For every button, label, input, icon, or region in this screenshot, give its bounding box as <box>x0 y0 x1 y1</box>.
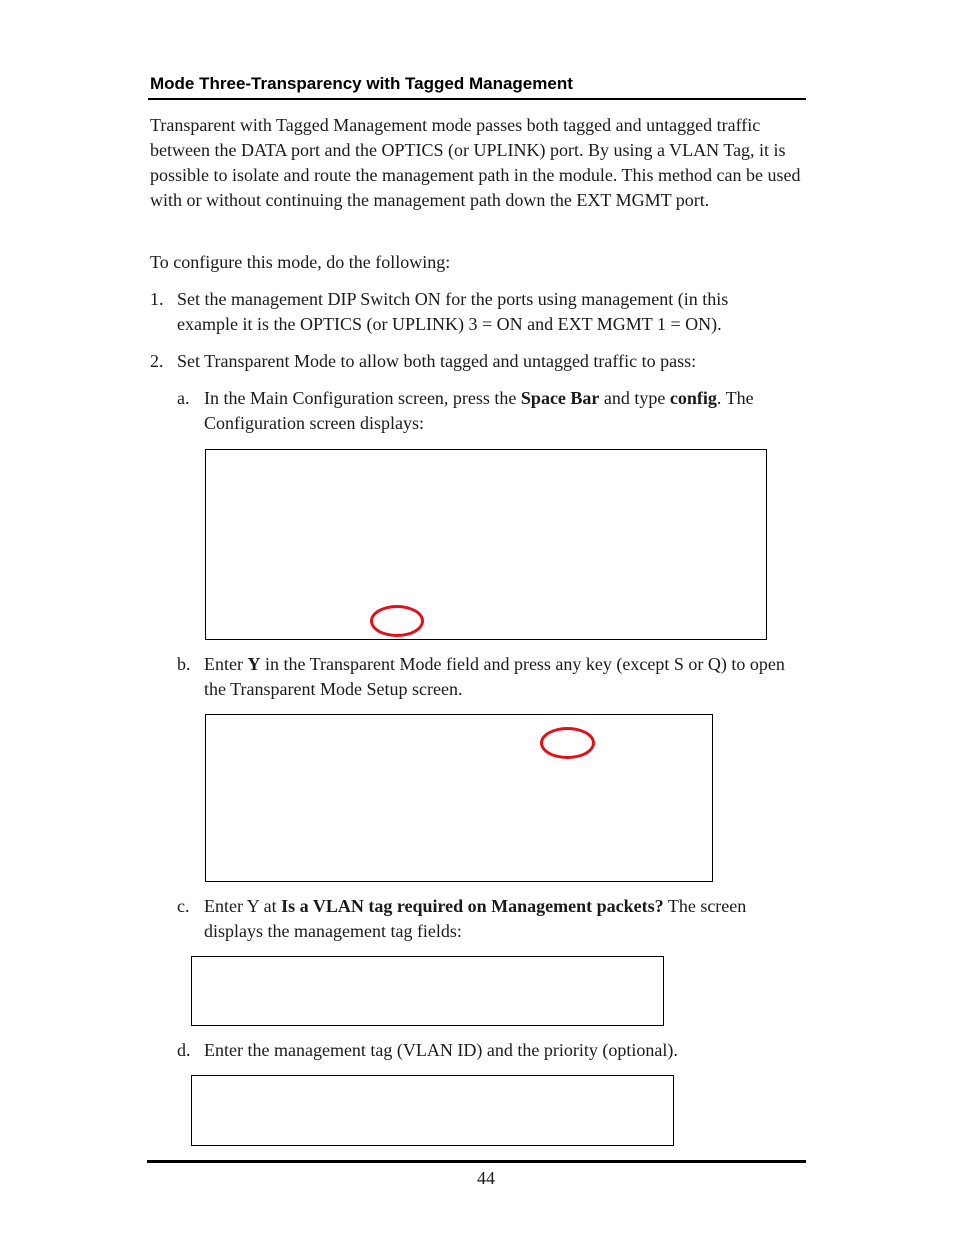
substep-b-letter: b. <box>177 654 191 674</box>
substep-c-text <box>204 894 804 944</box>
management-tag-entry-screen-image <box>191 1075 674 1146</box>
management-tag-fields-screen-image <box>191 956 664 1026</box>
substep-b <box>177 652 807 704</box>
substep-a-letter: a. <box>177 388 190 408</box>
transparent-mode-setup-screen-image <box>205 714 713 882</box>
substep-b-text-part: in the Transparent Mode field and press any key (except S or Q) to open the Transparent Mode Setup screen. <box>204 654 785 699</box>
substep-a <box>177 386 807 438</box>
heading-rule <box>148 98 806 100</box>
substep-d-text: Enter the management tag (VLAN ID) and the priority (optional). <box>204 1040 678 1060</box>
step-1-number: 1. <box>150 289 164 309</box>
step-2-number: 2. <box>150 351 164 371</box>
y-keyword: Y <box>247 654 261 674</box>
step-2-text: Set Transparent Mode to allow both tagged and untagged traffic to pass: <box>177 351 697 371</box>
step-1-text: Set the management DIP Switch ON for the ports using management (in this example it is the OPTICS (or UPLINK) 3 = ON and EXT MGMT 1 = ON). <box>177 289 729 334</box>
section-heading: Mode Three-Transparency with Tagged Management <box>150 74 573 93</box>
footer-rule <box>147 1160 806 1163</box>
configure-paragraph: To configure this mode, do the following: <box>150 252 451 272</box>
substep-d-letter: d. <box>177 1040 191 1060</box>
step-1 <box>150 287 810 339</box>
substep-c-letter: c. <box>177 896 190 916</box>
vlan-tag-question: Is a VLAN tag required on Management packets? <box>281 896 664 916</box>
substep-a-text-part: In the Main Configuration screen, press the <box>204 388 521 408</box>
substep-b-text-part: Enter <box>204 654 248 674</box>
step-2 <box>150 349 810 376</box>
config-keyword: config <box>669 388 717 408</box>
substep-c-text-part: Enter Y at <box>204 896 282 916</box>
intro-paragraph: Transparent with Tagged Management mode passes both tagged and untagged traffic between the DATA port and the OPTICS (or UPLINK) port. By using a VLAN Tag, it is possible to isolate and route the management path in the module. This method can be used with or without continuing the management path down the EXT MGMT port. <box>150 115 801 210</box>
substep-d <box>177 1038 807 1065</box>
substep-b-text <box>204 652 804 702</box>
substep-a-text-part: and type <box>599 388 670 408</box>
substep-a-text <box>204 386 804 436</box>
substep-c-text-part: The screen displays the management tag fields: <box>204 896 747 941</box>
substep-a-text-part: . The Configuration screen displays: <box>204 388 754 433</box>
highlight-circle <box>540 727 595 759</box>
configuration-screen-image <box>205 449 767 640</box>
page-number: 44 <box>477 1168 495 1188</box>
substep-c <box>177 894 807 946</box>
space-bar-keyword: Space Bar <box>520 388 600 408</box>
highlight-circle <box>370 605 424 637</box>
